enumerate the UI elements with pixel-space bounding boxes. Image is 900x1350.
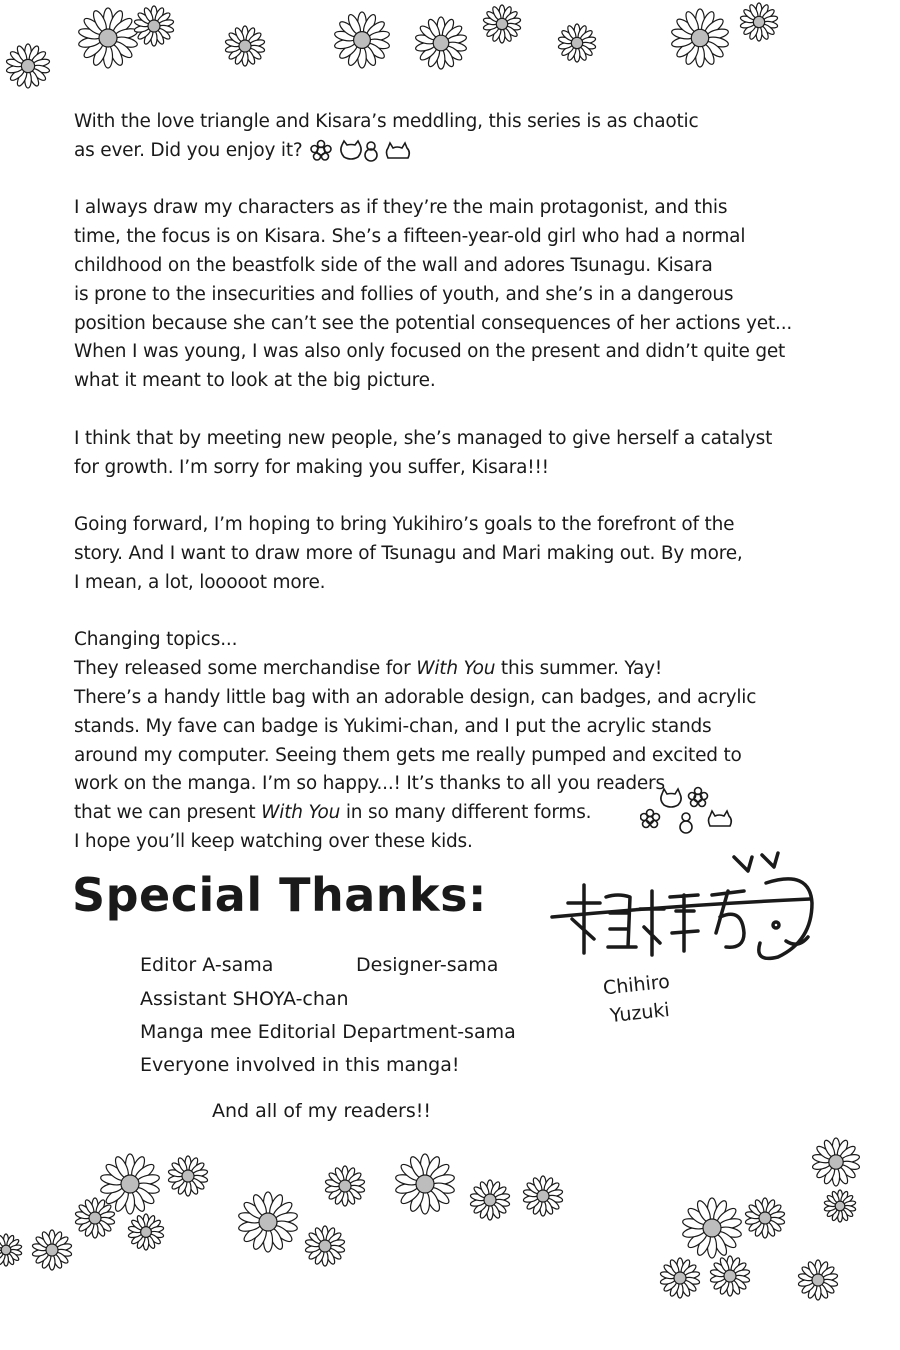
daisy-icon [824, 1190, 856, 1222]
daisy-icon [710, 1256, 750, 1296]
text-line: Going forward, I’m hoping to bring Yukihiro’s goals to the forefront of the [74, 514, 735, 536]
text-segment: in so many different forms. [340, 802, 592, 824]
text-line-content: as ever. Did you enjoy it? [74, 139, 303, 161]
text-line: When I was young, I was also only focused on the present and didn’t quite get [74, 341, 786, 363]
daisy-icon [325, 1166, 365, 1206]
text-line: stands. My fave can badge is Yukimi-chan, and I put the acrylic stands [74, 715, 712, 737]
text-line: around my computer. Seeing them gets me really pumped and excited to [74, 744, 742, 766]
daisy-icon [682, 1198, 742, 1258]
text-segment: this summer. Yay! [495, 658, 663, 680]
text-line: I mean, a lot, looooot more. [74, 571, 326, 593]
cute-doodles-icon [308, 138, 420, 164]
text-line: what it meant to look at the big picture. [74, 370, 436, 392]
daisy-icon [740, 3, 778, 41]
text-line: I always draw my characters as if they’re the main protagonist, and this [74, 197, 728, 219]
daisy-icon [0, 1234, 22, 1266]
daisy-icon [168, 1156, 208, 1196]
credit-assistant: Assistant SHOYA-chan [140, 988, 349, 1010]
text-segment: that we can present [74, 802, 262, 824]
daisy-icon [671, 9, 729, 67]
daisy-icon [745, 1198, 785, 1238]
daisy-icon [100, 1154, 160, 1214]
text-line: I hope you’ll keep watching over these kids. [74, 830, 473, 852]
paragraph-intro [74, 108, 804, 166]
text-line: for growth. I’m sorry for making you suffer, Kisara!!! [74, 456, 549, 478]
paragraph-going-forward [74, 511, 804, 597]
daisy-icon [395, 1154, 455, 1214]
text-line: With the love triangle and Kisara’s meddling, this series is as chaotic [74, 111, 699, 132]
text-line: I think that by meeting new people, she’s managed to give herself a catalyst [74, 427, 773, 449]
paragraph-growth [74, 425, 804, 483]
text-line: time, the focus is on Kisara. She’s a fifteen-year-old girl who had a normal [74, 226, 746, 248]
daisy-icon [134, 6, 174, 46]
daisy-icon [798, 1260, 838, 1300]
text-line: position because she can’t see the potential consequences of her actions yet... [74, 312, 793, 334]
text-line: story. And I want to draw more of Tsunagu and Mari making out. By more, [74, 542, 743, 564]
daisy-icon [334, 12, 390, 68]
daisy-icon [305, 1226, 345, 1266]
signature-first-name: Chihiro [601, 970, 671, 1000]
credit-readers: And all of my readers!! [212, 1100, 431, 1122]
daisy-icon [483, 5, 521, 43]
daisy-icon [78, 8, 138, 68]
daisy-icon [812, 1138, 860, 1186]
paragraph-kisara [74, 194, 804, 396]
text-line: work on the manga. I’m so happy...! It’s thanks to all you readers [74, 773, 665, 795]
text-line [74, 137, 804, 166]
signature-last-name: Yuzuki [608, 998, 671, 1028]
afterword-body [74, 108, 804, 886]
daisy-icon [32, 1230, 72, 1270]
daisy-icon [128, 1214, 164, 1250]
daisy-icon [660, 1258, 700, 1298]
text-segment: They released some merchandise for [74, 658, 417, 680]
daisy-icon [238, 1192, 298, 1252]
credit-everyone: Everyone involved in this manga! [140, 1054, 460, 1076]
author-signature-icon [548, 845, 838, 1045]
series-title: With You [261, 802, 341, 824]
daisy-icon [415, 17, 467, 69]
credit-editor: Editor A-sama [140, 954, 274, 976]
credit-department: Manga mee Editorial Department-sama [140, 1021, 516, 1043]
series-title: With You [416, 658, 496, 680]
special-thanks-heading: Special Thanks: [72, 868, 487, 922]
text-line: Changing topics... [74, 629, 238, 651]
mascot-doodles-icon [640, 786, 735, 838]
daisy-icon [470, 1180, 510, 1220]
text-line: There’s a handy little bag with an adorable design, can badges, and acrylic [74, 686, 757, 708]
text-line [74, 655, 804, 684]
daisy-icon [6, 44, 50, 88]
daisy-icon [523, 1176, 563, 1216]
daisy-icon [75, 1198, 115, 1238]
credit-designer: Designer-sama [356, 954, 499, 976]
daisy-icon [225, 26, 265, 66]
text-line: is prone to the insecurities and follies of youth, and she’s in a dangerous [74, 283, 734, 305]
text-line: childhood on the beastfolk side of the wall and adores Tsunagu. Kisara [74, 254, 713, 276]
daisy-icon [558, 24, 596, 62]
